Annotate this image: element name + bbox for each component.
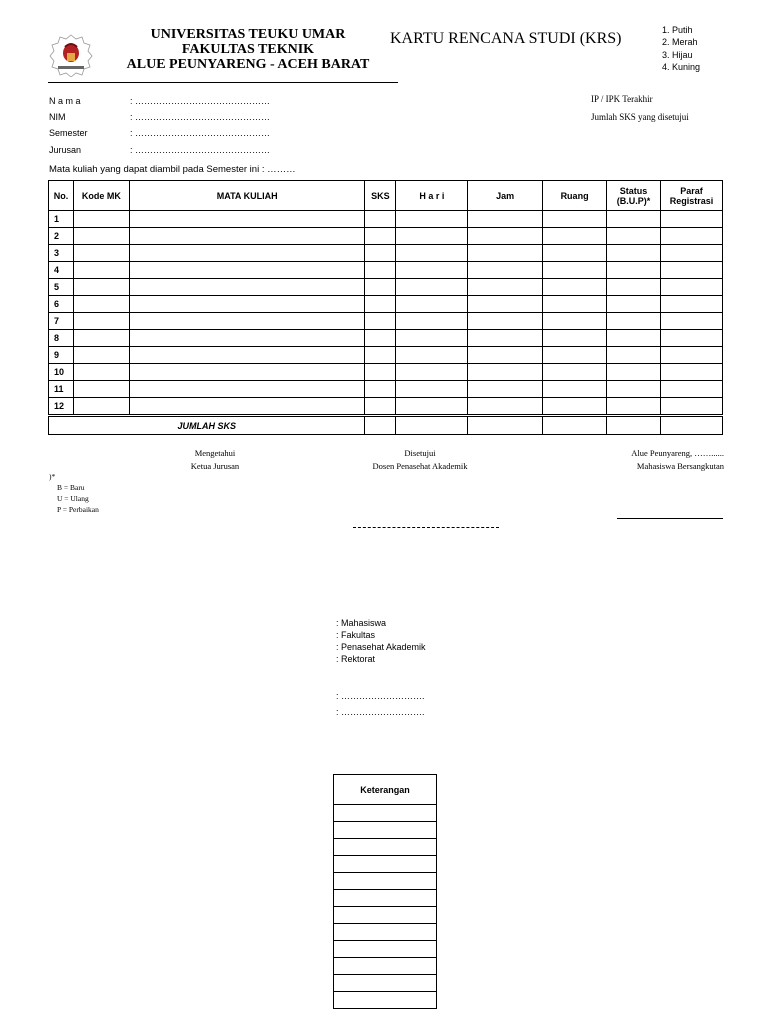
table-cell[interactable]: [365, 245, 396, 262]
table-cell[interactable]: [468, 262, 543, 279]
row-number: 9: [49, 347, 74, 364]
table-cell[interactable]: [660, 381, 722, 398]
signature-ketua-jurusan: [160, 447, 270, 473]
keterangan-cell[interactable]: [334, 890, 437, 907]
university-line-1: UNIVERSITAS TEUKU UMAR: [150, 27, 346, 42]
keterangan-cell[interactable]: [334, 856, 437, 873]
table-cell[interactable]: [543, 313, 607, 330]
total-row: [49, 416, 723, 435]
table-cell[interactable]: [365, 398, 396, 416]
semester-note: Mata kuliah yang dapat diambil pada Semester ini : ………: [49, 164, 296, 175]
copy-color-item: 3. Hijau: [662, 49, 693, 60]
table-cell[interactable]: [468, 279, 543, 296]
distribution-item: : Penasehat Akademik: [336, 642, 426, 652]
table-cell[interactable]: [607, 364, 661, 381]
ketua-jurusan-label: Ketua Jurusan: [190, 461, 240, 471]
table-cell[interactable]: [660, 347, 722, 364]
table-cell[interactable]: [129, 228, 365, 245]
table-cell[interactable]: [396, 279, 468, 296]
table-cell[interactable]: [73, 330, 129, 347]
table-cell[interactable]: [468, 347, 543, 364]
table-cell[interactable]: [660, 313, 722, 330]
table-cell[interactable]: [607, 211, 661, 228]
header-hari: H a r i: [396, 181, 468, 211]
table-cell[interactable]: [365, 364, 396, 381]
table-cell[interactable]: [543, 262, 607, 279]
table-cell[interactable]: [129, 279, 365, 296]
table-row: [49, 364, 723, 381]
table-cell[interactable]: [468, 228, 543, 245]
table-cell[interactable]: [396, 381, 468, 398]
keterangan-row: [334, 907, 437, 924]
table-cell[interactable]: [607, 398, 661, 416]
keterangan-cell[interactable]: [334, 873, 437, 890]
table-cell[interactable]: [660, 364, 722, 381]
keterangan-row: [334, 822, 437, 839]
table-cell[interactable]: [365, 313, 396, 330]
table-cell[interactable]: [129, 211, 365, 228]
keterangan-cell[interactable]: [334, 924, 437, 941]
table-cell[interactable]: [660, 398, 722, 416]
field-label-semester: Semester: [49, 128, 88, 138]
table-cell[interactable]: [396, 364, 468, 381]
table-cell[interactable]: [607, 347, 661, 364]
place-date-label: Alue Peunyareng, ……......: [631, 448, 724, 458]
table-cell[interactable]: [543, 296, 607, 313]
table-cell[interactable]: [660, 245, 722, 262]
table-cell[interactable]: [543, 398, 607, 416]
distribution-list: [336, 617, 426, 665]
table-cell[interactable]: [365, 296, 396, 313]
table-cell[interactable]: [468, 211, 543, 228]
keterangan-row: [334, 856, 437, 873]
status-legend: [49, 471, 99, 515]
field-value-nim[interactable]: : ………………………………………: [130, 112, 271, 122]
table-cell[interactable]: [543, 279, 607, 296]
table-row: [49, 279, 723, 296]
table-cell[interactable]: [129, 347, 365, 364]
table-row: [49, 245, 723, 262]
header-sks: SKS: [365, 181, 396, 211]
table-cell[interactable]: [396, 330, 468, 347]
table-cell[interactable]: [129, 381, 365, 398]
field-value-jurusan[interactable]: : ………………………………………: [130, 145, 271, 155]
table-cell[interactable]: [396, 347, 468, 364]
table-cell[interactable]: [468, 296, 543, 313]
table-cell[interactable]: [468, 330, 543, 347]
table-cell[interactable]: [543, 347, 607, 364]
table-cell[interactable]: [73, 279, 129, 296]
header-ruang: Ruang: [543, 181, 607, 211]
field-label-nama: N a m a: [49, 96, 81, 106]
table-cell[interactable]: [365, 330, 396, 347]
table-cell[interactable]: [660, 228, 722, 245]
table-row: [49, 330, 723, 347]
row-number: 4: [49, 262, 74, 279]
header-status: Status (B.U.P)*: [607, 181, 661, 211]
row-number: 8: [49, 330, 74, 347]
table-row: [49, 347, 723, 364]
keterangan-row: [334, 958, 437, 975]
table-cell[interactable]: [73, 262, 129, 279]
keterangan-row: [334, 975, 437, 992]
table-cell[interactable]: [365, 228, 396, 245]
table-cell[interactable]: [607, 330, 661, 347]
table-cell[interactable]: [660, 296, 722, 313]
mengetahui-label: Mengetahui: [194, 448, 236, 458]
table-cell[interactable]: [73, 211, 129, 228]
table-row: [49, 296, 723, 313]
table-cell[interactable]: [468, 245, 543, 262]
table-cell[interactable]: [396, 296, 468, 313]
table-cell[interactable]: [543, 330, 607, 347]
table-cell[interactable]: [129, 262, 365, 279]
keterangan-cell[interactable]: [334, 992, 437, 1009]
table-cell[interactable]: [543, 245, 607, 262]
table-cell[interactable]: [607, 245, 661, 262]
keterangan-cell[interactable]: [334, 941, 437, 958]
field-label-jurusan: Jurusan: [49, 145, 82, 155]
legend-marker: )*: [49, 472, 56, 481]
table-cell[interactable]: [365, 381, 396, 398]
mahasiswa-label: Mahasiswa Bersangkutan: [636, 461, 724, 471]
header-divider: [48, 82, 398, 83]
keterangan-row: [334, 839, 437, 856]
table-cell[interactable]: [73, 381, 129, 398]
header-jam: Jam: [468, 181, 543, 211]
copy-color-item: 2. Merah: [662, 37, 698, 48]
total-sks-cell[interactable]: [365, 416, 396, 435]
keterangan-row: [334, 890, 437, 907]
table-cell[interactable]: [73, 296, 129, 313]
row-number: 10: [49, 364, 74, 381]
keterangan-rows: [334, 805, 437, 1009]
legend-item-ulang: U = Ulang: [57, 494, 89, 503]
table-cell[interactable]: [660, 262, 722, 279]
signature-line-mahasiswa: [617, 518, 723, 519]
table-cell[interactable]: [543, 211, 607, 228]
keterangan-cell[interactable]: [334, 805, 437, 822]
table-cell[interactable]: [607, 296, 661, 313]
table-cell[interactable]: [468, 398, 543, 416]
keterangan-cell[interactable]: [334, 958, 437, 975]
table-cell[interactable]: [365, 279, 396, 296]
table-cell[interactable]: [396, 228, 468, 245]
row-number: 5: [49, 279, 74, 296]
table-cell[interactable]: [129, 398, 365, 416]
blank-field-2[interactable]: : ……………………….: [336, 707, 425, 717]
disetujui-label: Disetujui: [404, 448, 436, 458]
legend-item-perbaikan: P = Perbaikan: [57, 505, 99, 514]
table-row: [49, 228, 723, 245]
table-cell[interactable]: [607, 279, 661, 296]
ip-ipk-label: IP / IPK Terakhir: [591, 94, 653, 104]
table-cell[interactable]: [396, 211, 468, 228]
university-logo: [47, 33, 95, 77]
table-cell[interactable]: [607, 313, 661, 330]
keterangan-row: [334, 992, 437, 1009]
document-title: KARTU RENCANA STUDI (KRS): [390, 30, 622, 47]
distribution-item: : Rektorat: [336, 654, 376, 664]
table-row: [49, 381, 723, 398]
keterangan-row: [334, 873, 437, 890]
distribution-item: : Fakultas: [336, 630, 376, 640]
signature-mahasiswa: [590, 447, 724, 473]
copy-color-item: 4. Kuning: [662, 61, 701, 72]
table-cell[interactable]: [468, 381, 543, 398]
table-header-row: [49, 181, 723, 211]
header-mata-kuliah: MATA KULIAH: [129, 181, 365, 211]
table-cell[interactable]: [129, 364, 365, 381]
field-value-nama[interactable]: : ………………………………………: [130, 96, 271, 106]
total-sks-label: JUMLAH SKS: [49, 416, 365, 435]
table-cell[interactable]: [365, 347, 396, 364]
table-cell[interactable]: [396, 398, 468, 416]
keterangan-table: [333, 774, 437, 1009]
table-cell[interactable]: [607, 381, 661, 398]
signature-line-dosen: [353, 527, 499, 528]
table-cell[interactable]: [73, 364, 129, 381]
table-cell[interactable]: [607, 228, 661, 245]
row-number: 12: [49, 398, 74, 416]
table-row: [49, 313, 723, 330]
header-paraf-registrasi: Paraf Registrasi: [660, 181, 722, 211]
field-label-nim: NIM: [49, 112, 66, 122]
table-cell[interactable]: [129, 330, 365, 347]
table-cell[interactable]: [468, 313, 543, 330]
table-cell[interactable]: [73, 228, 129, 245]
table-row: [49, 211, 723, 228]
table-cell[interactable]: [365, 211, 396, 228]
keterangan-row: [334, 941, 437, 958]
faculty-line: FAKULTAS TEKNIK: [181, 42, 315, 57]
row-number: 6: [49, 296, 74, 313]
table-cell[interactable]: [468, 364, 543, 381]
table-cell[interactable]: [396, 262, 468, 279]
row-number: 1: [49, 211, 74, 228]
table-cell[interactable]: [73, 245, 129, 262]
header-no: No.: [49, 181, 74, 211]
table-cell[interactable]: [129, 245, 365, 262]
table-cell[interactable]: [73, 347, 129, 364]
keterangan-cell[interactable]: [334, 822, 437, 839]
table-cell[interactable]: [660, 279, 722, 296]
course-rows: [49, 211, 723, 416]
keterangan-row: [334, 805, 437, 822]
copy-color-item: 1. Putih: [662, 25, 693, 35]
table-cell[interactable]: [543, 381, 607, 398]
table-cell[interactable]: [396, 245, 468, 262]
keterangan-cell[interactable]: [334, 975, 437, 992]
keterangan-cell[interactable]: [334, 839, 437, 856]
table-cell[interactable]: [73, 313, 129, 330]
row-number: 3: [49, 245, 74, 262]
table-row: [49, 398, 723, 416]
signature-dosen-pa: [355, 447, 485, 473]
table-cell[interactable]: [660, 330, 722, 347]
header-kode-mk: Kode MK: [73, 181, 129, 211]
dosen-pa-label: Dosen Penasehat Akademik: [372, 461, 468, 471]
table-cell[interactable]: [73, 398, 129, 416]
legend-item-baru: B = Baru: [57, 483, 85, 492]
table-cell[interactable]: [129, 296, 365, 313]
table-cell[interactable]: [543, 364, 607, 381]
keterangan-cell[interactable]: [334, 907, 437, 924]
copy-colors-list: [662, 24, 700, 73]
table-cell[interactable]: [365, 262, 396, 279]
row-number: 11: [49, 381, 74, 398]
distribution-item: : Mahasiswa: [336, 618, 387, 628]
approved-sks-label: Jumlah SKS yang disetujui: [591, 112, 689, 122]
table-cell[interactable]: [396, 313, 468, 330]
keterangan-row: [334, 924, 437, 941]
course-table: [48, 180, 723, 435]
table-cell[interactable]: [543, 228, 607, 245]
university-name: [112, 27, 384, 72]
table-cell[interactable]: [607, 262, 661, 279]
blank-field-1[interactable]: : ……………………….: [336, 691, 425, 701]
row-number: 2: [49, 228, 74, 245]
table-cell[interactable]: [660, 211, 722, 228]
table-row: [49, 262, 723, 279]
row-number: 7: [49, 313, 74, 330]
field-value-semester[interactable]: : ………………………………………: [130, 128, 271, 138]
keterangan-header: Keterangan: [334, 775, 437, 805]
location-line: ALUE PEUNYARENG - ACEH BARAT: [126, 57, 370, 72]
table-cell[interactable]: [129, 313, 365, 330]
